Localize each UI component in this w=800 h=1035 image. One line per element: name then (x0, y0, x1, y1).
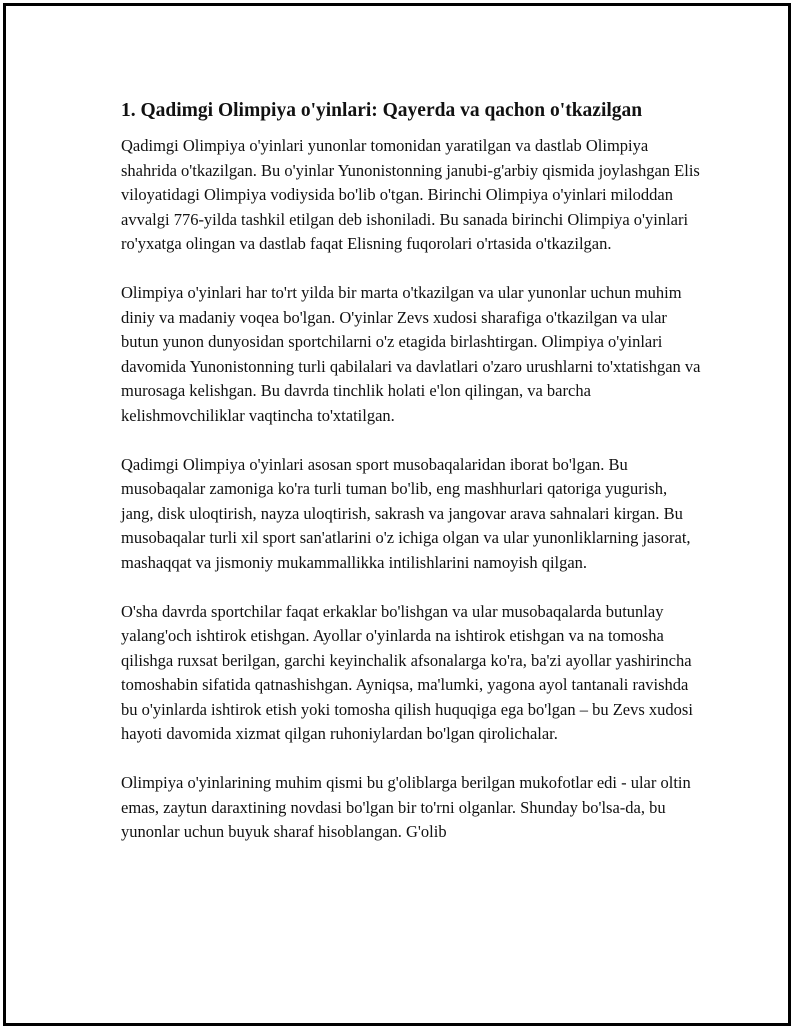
paragraph-1: Qadimgi Olimpiya o'yinlari yunonlar tomonidan yaratilgan va dastlab Olimpiya shahrida o'tkazilgan. Bu o'yinlar Yunonistonning janubi-g'arbiy qismida joylashgan Elis viloyatidagi Olimpiya vodiysida bo'lib o'tgan. Birinchi Olimpiya o'yinlari miloddan avvalgi 776-yilda tashkil etilgan deb ishoniladi. Bu sanada birinchi Olimpiya o'yinlari ro'yxatga olingan va dastlab faqat Elisning fuqorolari o'rtasida o'tkazilgan. (121, 136, 700, 253)
page-frame (3, 3, 791, 1026)
section-heading: 1. Qadimgi Olimpiya o'yinlari: Qayerda va qachon o'tkazilgan (121, 100, 643, 121)
paragraph-4: O'sha davrda sportchilar faqat erkaklar bo'lishgan va ular musobaqalarda butunlay yalang'och ishtirok etishgan. Ayollar o'yinlarda na ishtirok etishgan va na tomosha qilishga ruxsat berilgan, garchi keyinchalik afsonalarga ko'ra, ba'zi ayollar yashirincha tomoshabin sifatida qatnashishgan. Ayniqsa, ma'lumki, yagona ayol tantanali ravishda bu o'yinlarda ishtirok etish yoki tomosha qilish huquqiga ega bo'lgan – bu Zevs xudosi hayoti davomida xizmat qilgan ruhoniylardan bo'lgan qirolichalar. (121, 601, 693, 743)
document-body (121, 98, 701, 869)
paragraph-2: Olimpiya o'yinlari har to'rt yilda bir marta o'tkazilgan va ular yunonlar uchun muhim diniy va madaniy voqea bo'lgan. O'yinlar Zevs xudosi sharafiga o'tkazilgan va ular butun yunon dunyosidan sportchilarni o'z etagida birlashtirgan. Olimpiya o'yinlari davomida Yunonistonning turli qabilalari va davlatlari o'zaro urushlarni to'xtatishgan va murosaga kelishgan. Bu davrda tinchlik holati e'lon qilingan, va barcha kelishmovchiliklar vaqtincha to'xtatilgan. (121, 283, 701, 425)
paragraph-3: Qadimgi Olimpiya o'yinlari asosan sport musobaqalaridan iborat bo'lgan. Bu musobaqalar zamoniga ko'ra turli tuman bo'lib, eng mashhurlari qatoriga yugurish, jang, disk uloqtirish, nayza uloqtirish, sakrash va jangovar arava sahnalari kirgan. Bu musobaqalar turli xil sport san'atlarini o'z ichiga olgan va ular yunonliklarning jasorat, mashaqqat va jismoniy mukammallikka intilishlarini namoyish qilgan. (121, 454, 691, 572)
paragraph-5: Olimpiya o'yinlarining muhim qismi bu g'oliblarga berilgan mukofotlar edi - ular oltin emas, zaytun daraxtining novdasi bo'lgan bir to'rni olganlar. Shunday bo'lsa-da, bu yunonlar uchun buyuk sharaf hisoblangan. G'olib (121, 773, 691, 841)
